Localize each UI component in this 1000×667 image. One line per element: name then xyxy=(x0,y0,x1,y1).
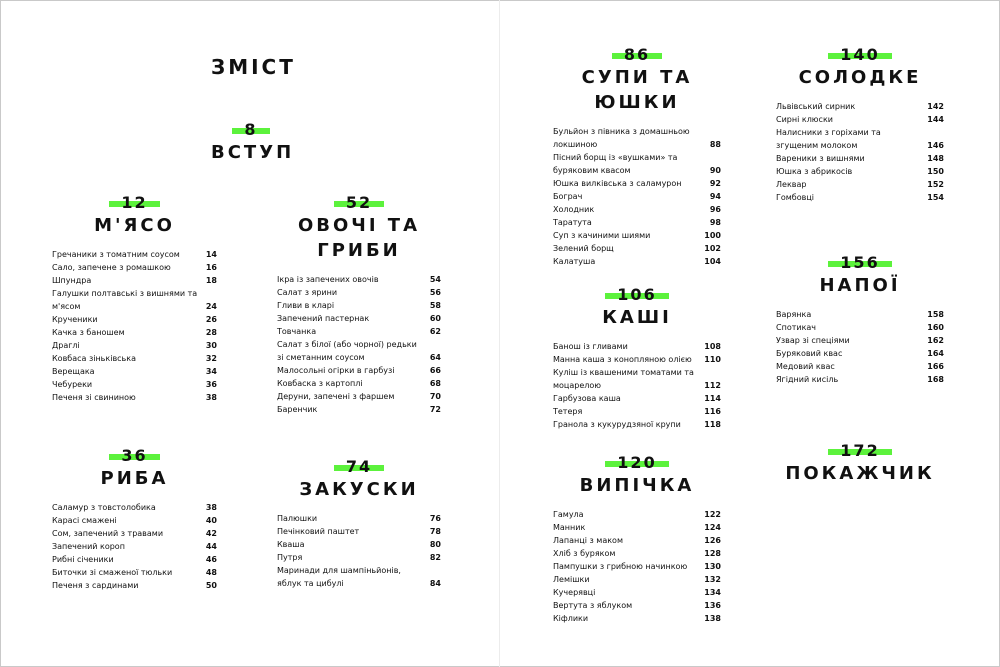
recipe-entry[interactable] xyxy=(52,313,217,326)
recipe-entry[interactable] xyxy=(553,151,721,177)
recipe-page: 158 xyxy=(927,310,944,319)
recipe-page: 108 xyxy=(704,342,721,351)
section-page-number[interactable] xyxy=(840,253,879,273)
recipe-page: 48 xyxy=(205,568,217,577)
recipe-name: Узвар зі спеціями xyxy=(776,336,850,345)
recipe-page: 166 xyxy=(927,362,944,371)
recipe-name: Печінковий паштет xyxy=(277,527,360,536)
section-page-number[interactable] xyxy=(840,45,879,65)
recipe-entry[interactable] xyxy=(776,178,944,191)
section-fish xyxy=(52,446,217,592)
recipe-entry[interactable] xyxy=(52,365,217,378)
recipe-list xyxy=(277,512,441,590)
recipe-entry[interactable] xyxy=(776,152,944,165)
contents-title: ЗМІСТ xyxy=(211,55,296,79)
recipe-name: Кучерявці xyxy=(553,588,596,597)
recipe-entry[interactable] xyxy=(277,551,441,564)
recipe-name: Биточки зі смаженої тюльки xyxy=(52,568,173,577)
section-page-number[interactable] xyxy=(244,120,257,140)
recipe-name: Вертута з яблуком xyxy=(553,601,633,610)
recipe-entry[interactable] xyxy=(277,286,441,299)
section-page-number[interactable] xyxy=(617,285,656,305)
recipe-page: 54 xyxy=(429,275,441,284)
recipe-page: 46 xyxy=(205,555,217,564)
section-page-number[interactable] xyxy=(121,446,147,466)
section-header xyxy=(776,253,944,298)
recipe-name: Малосольні огірки в гарбузі xyxy=(277,366,395,375)
recipe-name: Запечений короп xyxy=(52,542,125,551)
recipe-page: 82 xyxy=(429,553,441,562)
section-intro xyxy=(211,120,295,165)
recipe-name: Саламур з товстолобика xyxy=(52,503,156,512)
recipe-entry[interactable] xyxy=(553,418,721,431)
section-page-number-text: 52 xyxy=(345,193,373,212)
recipe-entry[interactable] xyxy=(553,599,721,612)
recipe-name: Салат з білої (або чорної) редьки зі сметанним соусом xyxy=(277,340,417,362)
recipe-name: Драглі xyxy=(52,341,80,350)
section-title[interactable]: КАШІ xyxy=(602,307,672,328)
recipe-list xyxy=(553,125,721,268)
recipe-page: 104 xyxy=(704,257,721,266)
section-page-number-text: 106 xyxy=(617,285,657,304)
recipe-name: Качка з баношем xyxy=(52,328,125,337)
recipe-page: 100 xyxy=(704,231,721,240)
recipe-entry[interactable] xyxy=(776,373,944,386)
recipe-entry[interactable] xyxy=(52,540,217,553)
recipe-entry[interactable] xyxy=(553,340,721,353)
recipe-page: 68 xyxy=(429,379,441,388)
recipe-entry[interactable] xyxy=(277,377,441,390)
recipe-name: Галушки полтавські з вишнями та м'ясом xyxy=(52,289,198,311)
recipe-name: Таратута xyxy=(553,218,592,227)
section-page-number[interactable] xyxy=(121,193,147,213)
recipe-page: 62 xyxy=(429,327,441,336)
recipe-page: 92 xyxy=(709,179,721,188)
recipe-page: 16 xyxy=(205,263,217,272)
recipe-name: Пампушки з грибною начинкою xyxy=(553,562,688,571)
section-header xyxy=(776,45,944,90)
recipe-entry[interactable] xyxy=(52,566,217,579)
recipe-name: Гречаники з томатним соусом xyxy=(52,250,180,259)
page-gutter xyxy=(499,0,500,667)
section-header xyxy=(553,285,721,330)
recipe-name: Гливи в кларі xyxy=(277,301,335,310)
recipe-page: 136 xyxy=(704,601,721,610)
recipe-page: 90 xyxy=(709,166,721,175)
recipe-page: 118 xyxy=(704,420,721,429)
recipe-name: Калатуша xyxy=(553,257,596,266)
recipe-name: Куліш із квашеними томатами та моцарелою xyxy=(553,368,694,390)
recipe-page: 56 xyxy=(429,288,441,297)
recipe-page: 26 xyxy=(205,315,217,324)
recipe-page: 134 xyxy=(704,588,721,597)
recipe-entry[interactable] xyxy=(553,353,721,366)
recipe-entry[interactable] xyxy=(776,165,944,178)
recipe-name: Товчанка xyxy=(277,327,317,336)
section-header xyxy=(776,441,944,486)
recipe-entry[interactable] xyxy=(277,564,441,590)
recipe-name: Ковбаса зіньківська xyxy=(52,354,137,363)
recipe-name: Львівський сирник xyxy=(776,102,856,111)
recipe-name: Палюшки xyxy=(277,514,318,523)
recipe-name: Сало, запечене з ромашкою xyxy=(52,263,171,272)
section-page-number-text: 36 xyxy=(121,446,148,465)
recipe-page: 36 xyxy=(205,380,217,389)
recipe-entry[interactable] xyxy=(277,538,441,551)
recipe-page: 154 xyxy=(927,193,944,202)
section-vegetables xyxy=(277,193,441,416)
recipe-name: Холодник xyxy=(553,205,595,214)
section-sweets xyxy=(776,45,944,204)
recipe-entry[interactable] xyxy=(776,191,944,204)
section-page-number-text: 140 xyxy=(840,45,880,64)
section-page-number-text: 86 xyxy=(623,45,651,64)
section-porridge xyxy=(553,285,721,431)
recipe-name: Рибні січеники xyxy=(52,555,114,564)
section-title[interactable]: РИБА xyxy=(100,468,169,489)
section-title[interactable]: М'ЯСО xyxy=(94,215,175,236)
recipe-entry[interactable] xyxy=(553,547,721,560)
recipe-page: 124 xyxy=(704,523,721,532)
recipe-name: Ковбаска з картоплі xyxy=(277,379,363,388)
recipe-page: 40 xyxy=(205,516,217,525)
recipe-page: 58 xyxy=(429,301,441,310)
section-page-number-text: 74 xyxy=(345,457,373,476)
recipe-entry[interactable] xyxy=(776,347,944,360)
recipe-list xyxy=(52,248,217,404)
recipe-entry[interactable] xyxy=(553,612,721,625)
section-title[interactable]: ВСТУП xyxy=(211,142,295,163)
recipe-entry[interactable] xyxy=(776,126,944,152)
section-soups xyxy=(553,45,721,268)
recipe-page: 112 xyxy=(704,381,721,390)
recipe-entry[interactable] xyxy=(52,514,217,527)
recipe-page: 128 xyxy=(704,549,721,558)
recipe-entry[interactable] xyxy=(52,274,217,287)
recipe-name: Лемішки xyxy=(553,575,590,584)
recipe-name: Лапанці з маком xyxy=(553,536,623,545)
recipe-entry[interactable] xyxy=(52,579,217,592)
recipe-name: Зелений борщ xyxy=(553,244,614,253)
recipe-name: Манна каша з конопляною олією xyxy=(553,355,692,364)
recipe-page: 70 xyxy=(429,392,441,401)
recipe-name: Салат з ярини xyxy=(277,288,338,297)
recipe-entry[interactable] xyxy=(52,326,217,339)
recipe-page: 66 xyxy=(429,366,441,375)
recipe-page: 64 xyxy=(429,353,441,362)
recipe-entry[interactable] xyxy=(553,229,721,242)
recipe-page: 110 xyxy=(704,355,721,364)
recipe-entry[interactable] xyxy=(553,366,721,392)
recipe-name: Крученики xyxy=(52,315,98,324)
recipe-entry[interactable] xyxy=(776,321,944,334)
recipe-page: 160 xyxy=(927,323,944,332)
recipe-name: Спотикач xyxy=(776,323,817,332)
section-page-number-text: 172 xyxy=(840,441,880,460)
recipe-name: Гарбузова каша xyxy=(553,394,621,403)
recipe-entry[interactable] xyxy=(776,113,944,126)
recipe-page: 78 xyxy=(429,527,441,536)
recipe-page: 38 xyxy=(205,503,217,512)
recipe-entry[interactable] xyxy=(52,501,217,514)
recipe-name: Леквар xyxy=(776,180,807,189)
recipe-entry[interactable] xyxy=(553,534,721,547)
recipe-entry[interactable] xyxy=(553,508,721,521)
recipe-page: 116 xyxy=(704,407,721,416)
recipe-name: Шпундра xyxy=(52,276,92,285)
recipe-page: 114 xyxy=(704,394,721,403)
recipe-name: Пісний борщ із «вушками» та буряковим квасом xyxy=(553,153,678,175)
section-page-number-text: 156 xyxy=(840,253,880,272)
recipe-entry[interactable] xyxy=(553,125,721,151)
section-baking xyxy=(553,453,721,625)
section-header xyxy=(211,120,295,165)
section-drinks xyxy=(776,253,944,386)
recipe-page: 102 xyxy=(704,244,721,253)
section-title[interactable]: НАПОЇ xyxy=(819,275,901,296)
recipe-page: 14 xyxy=(205,250,217,259)
recipe-entry[interactable] xyxy=(52,378,217,391)
recipe-entry[interactable] xyxy=(52,553,217,566)
recipe-entry[interactable] xyxy=(277,325,441,338)
recipe-page: 132 xyxy=(704,575,721,584)
section-title[interactable]: ЗАКУСКИ xyxy=(299,479,419,500)
recipe-page: 162 xyxy=(927,336,944,345)
recipe-entry[interactable] xyxy=(776,308,944,321)
section-page-number[interactable] xyxy=(840,441,879,461)
recipe-name: Гомбовці xyxy=(776,193,815,202)
recipe-name: Гамула xyxy=(553,510,584,519)
section-title[interactable]: ОВОЧІ ТА ГРИБИ xyxy=(297,215,421,261)
recipe-entry[interactable] xyxy=(277,312,441,325)
recipe-page: 126 xyxy=(704,536,721,545)
recipe-name: Сом, запечений з травами xyxy=(52,529,164,538)
recipe-entry[interactable] xyxy=(553,405,721,418)
recipe-entry[interactable] xyxy=(553,190,721,203)
recipe-entry[interactable] xyxy=(553,255,721,268)
recipe-entry[interactable] xyxy=(553,242,721,255)
recipe-page: 150 xyxy=(927,167,944,176)
recipe-entry[interactable] xyxy=(553,177,721,190)
recipe-entry[interactable] xyxy=(52,527,217,540)
recipe-page: 138 xyxy=(704,614,721,623)
recipe-name: Ікра із запечених овочів xyxy=(277,275,379,284)
section-meat xyxy=(52,193,217,404)
recipe-name: Путря xyxy=(277,553,303,562)
recipe-page: 50 xyxy=(205,581,217,590)
recipe-entry[interactable] xyxy=(553,216,721,229)
recipe-entry[interactable] xyxy=(553,573,721,586)
recipe-name: Медовий квас xyxy=(776,362,835,371)
recipe-entry[interactable] xyxy=(277,403,441,416)
recipe-page: 142 xyxy=(927,102,944,111)
recipe-name: Сирні клюски xyxy=(776,115,833,124)
recipe-page: 76 xyxy=(429,514,441,523)
recipe-name: Ягідний кисіль xyxy=(776,375,839,384)
recipe-page: 130 xyxy=(704,562,721,571)
section-header xyxy=(52,446,217,491)
recipe-name: Кіфлики xyxy=(553,614,589,623)
recipe-name: Деруни, запечені з фаршем xyxy=(277,392,395,401)
recipe-name: Печеня з сардинами xyxy=(52,581,139,590)
recipe-entry[interactable] xyxy=(776,334,944,347)
recipe-name: Маринади для шампіньйонів, яблук та цибулі xyxy=(277,566,401,588)
recipe-page: 42 xyxy=(205,529,217,538)
recipe-entry[interactable] xyxy=(277,512,441,525)
recipe-entry[interactable] xyxy=(553,586,721,599)
section-index xyxy=(776,441,944,486)
recipe-page: 146 xyxy=(927,141,944,150)
recipe-page: 122 xyxy=(704,510,721,519)
recipe-page: 94 xyxy=(709,192,721,201)
section-page-number-text: 12 xyxy=(121,193,148,212)
recipe-page: 60 xyxy=(429,314,441,323)
recipe-entry[interactable] xyxy=(52,339,217,352)
recipe-name: Бульйон з півника з домашньою локшиною xyxy=(553,127,690,149)
section-snacks xyxy=(277,457,441,590)
recipe-name: Баренчик xyxy=(277,405,318,414)
recipe-list xyxy=(553,340,721,431)
recipe-entry[interactable] xyxy=(776,360,944,373)
recipe-name: Печеня зі свининою xyxy=(52,393,136,402)
recipe-name: Манник xyxy=(553,523,586,532)
recipe-page: 96 xyxy=(709,205,721,214)
section-header xyxy=(553,453,721,498)
recipe-name: Юшка вилківська з саламурон xyxy=(553,179,682,188)
recipe-entry[interactable] xyxy=(277,338,441,364)
section-header xyxy=(52,193,217,238)
recipe-list xyxy=(776,308,944,386)
recipe-page: 168 xyxy=(927,375,944,384)
recipe-entry[interactable] xyxy=(277,364,441,377)
recipe-page: 98 xyxy=(709,218,721,227)
recipe-entry[interactable] xyxy=(52,248,217,261)
section-title[interactable]: СОЛОДКЕ xyxy=(798,67,922,88)
recipe-page: 88 xyxy=(709,140,721,149)
section-title[interactable]: ВИПІЧКА xyxy=(579,475,695,496)
recipe-name: Налисники з горіхами та згущеним молоком xyxy=(776,128,881,150)
recipe-name: Суп з качиними шиями xyxy=(553,231,651,240)
recipe-page: 164 xyxy=(927,349,944,358)
section-title[interactable]: ПОКАЖЧИК xyxy=(785,463,935,484)
recipe-list xyxy=(277,273,441,416)
recipe-name: Гранола з кукурудзяної крупи xyxy=(553,420,681,429)
section-page-number[interactable] xyxy=(346,193,372,213)
recipe-entry[interactable] xyxy=(553,560,721,573)
recipe-name: Юшка з абрикосів xyxy=(776,167,853,176)
section-header xyxy=(277,457,441,502)
recipe-page: 44 xyxy=(205,542,217,551)
recipe-entry[interactable] xyxy=(52,391,217,404)
recipe-name: Варянка xyxy=(776,310,812,319)
recipe-name: Верещака xyxy=(52,367,95,376)
recipe-page: 144 xyxy=(927,115,944,124)
section-page-number[interactable] xyxy=(617,453,656,473)
section-header xyxy=(277,193,441,263)
recipe-name: Чебуреки xyxy=(52,380,93,389)
recipe-entry[interactable] xyxy=(52,287,217,313)
recipe-page: 18 xyxy=(205,276,217,285)
recipe-page: 30 xyxy=(205,341,217,350)
section-page-number[interactable] xyxy=(346,457,372,477)
recipe-entry[interactable] xyxy=(776,100,944,113)
recipe-entry[interactable] xyxy=(277,273,441,286)
recipe-entry[interactable] xyxy=(277,299,441,312)
recipe-page: 152 xyxy=(927,180,944,189)
recipe-name: Банош із гливами xyxy=(553,342,628,351)
section-page-number-text: 120 xyxy=(617,453,657,472)
recipe-name: Кваша xyxy=(277,540,305,549)
recipe-entry[interactable] xyxy=(52,261,217,274)
recipe-entry[interactable] xyxy=(553,203,721,216)
section-page-number[interactable] xyxy=(624,45,650,65)
recipe-entry[interactable] xyxy=(553,521,721,534)
recipe-name: Карасі смажені xyxy=(52,516,117,525)
section-title[interactable]: СУПИ ТА ЮШКИ xyxy=(581,67,693,113)
recipe-list xyxy=(776,100,944,204)
recipe-list xyxy=(52,501,217,592)
recipe-page: 148 xyxy=(927,154,944,163)
recipe-entry[interactable] xyxy=(277,390,441,403)
recipe-name: Хліб з буряком xyxy=(553,549,616,558)
recipe-list xyxy=(553,508,721,625)
recipe-page: 32 xyxy=(205,354,217,363)
recipe-page: 28 xyxy=(205,328,217,337)
recipe-page: 24 xyxy=(205,302,217,311)
recipe-name: Вареники з вишнями xyxy=(776,154,865,163)
recipe-entry[interactable] xyxy=(553,392,721,405)
recipe-page: 34 xyxy=(205,367,217,376)
recipe-page: 84 xyxy=(429,579,441,588)
recipe-page: 38 xyxy=(205,393,217,402)
section-header xyxy=(553,45,721,115)
recipe-page: 80 xyxy=(429,540,441,549)
section-page-number-text: 8 xyxy=(244,120,258,139)
recipe-name: Бограч xyxy=(553,192,583,201)
recipe-name: Тетеря xyxy=(553,407,583,416)
recipe-entry[interactable] xyxy=(277,525,441,538)
recipe-page: 72 xyxy=(429,405,441,414)
recipe-name: Запечений пастернак xyxy=(277,314,370,323)
recipe-entry[interactable] xyxy=(52,352,217,365)
recipe-name: Буряковий квас xyxy=(776,349,843,358)
